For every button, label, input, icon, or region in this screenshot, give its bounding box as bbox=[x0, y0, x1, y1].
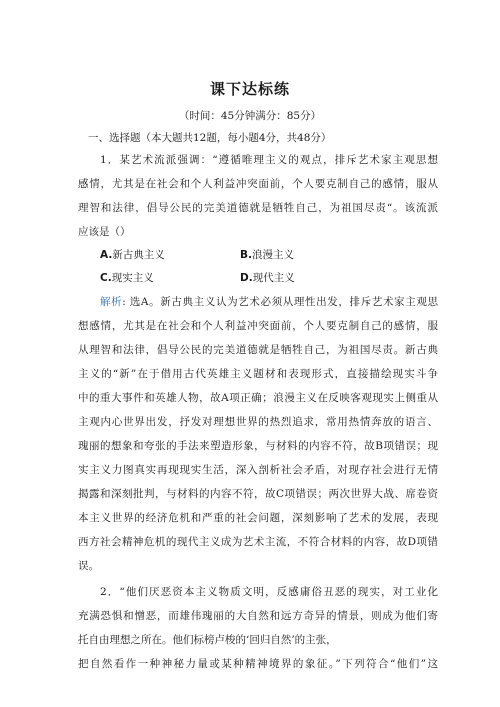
explain-line-4: 主义的“新”在于借用古代英雄主义题材和表现形式，直接描绘现实斗争 bbox=[78, 368, 438, 380]
q1-line-3: 理智和法律，倡导公民的完美道德就是牺牲自己，为祖国尽责“。该流派 bbox=[78, 202, 438, 214]
option-letter: B. bbox=[240, 249, 252, 261]
q2-line-3: 托自由理想之所在。他们标榜卢梭的‘回归自然’的主张， bbox=[78, 634, 337, 646]
q1-line-1: 1．某艺术流派强调：“遵循唯理主义的观点，排斥艺术家主观思想 bbox=[100, 154, 438, 166]
option-c bbox=[100, 270, 154, 285]
explain-line-7: 瑰丽的想象和夸张的手法来塑造形象，与材料的内容不符，故B项错误；现 bbox=[78, 440, 438, 452]
q1-line-4: 应该是（） bbox=[78, 226, 131, 238]
option-text: 新古典主义 bbox=[112, 249, 165, 261]
q2-line-2: 充满恐惧和憎恶，而雄伟瑰丽的大自然和远方奇异的情景，则成为他们寄 bbox=[78, 610, 438, 622]
section-heading: 一、选择题（本大题共12题，每小题4分，共48分） bbox=[88, 132, 332, 144]
option-text: 浪漫主义 bbox=[252, 249, 294, 261]
explain-line-11: 西方社会精神危机的现代主义成为艺术主流，不符合材料的内容，故D项错 bbox=[78, 536, 438, 548]
explain-label: 解析 bbox=[100, 296, 123, 308]
option-letter: C. bbox=[100, 272, 112, 284]
option-d bbox=[240, 270, 295, 285]
explain-line-3: 从理智和法律，倡导公民的完美道德就是牺牲自己，为祖国尽责。新古典 bbox=[78, 344, 438, 356]
option-letter: A. bbox=[100, 249, 113, 261]
option-letter: D. bbox=[240, 272, 253, 284]
explain-line-8: 实主义力图真实再现现实生活，深入剖析社会矛盾，对现存社会进行无情 bbox=[78, 464, 438, 476]
explain-line-6: 主观内心世界出发，抒发对理想世界的热烈追求，常用热情奔放的语言、 bbox=[78, 416, 438, 428]
option-b bbox=[240, 247, 294, 262]
explain-line-2: 想感情，尤其是在社会和个人利益冲突面前，个人要克制自己的感情，服 bbox=[78, 320, 438, 332]
q1-line-2: 感情，尤其是在社会和个人利益冲突面前，个人要克制自己的感情，服从 bbox=[78, 178, 438, 190]
q2-line-1: 2．“他们厌恶资本主义物质文明，反感庸俗丑恶的现实，对工业化 bbox=[100, 586, 438, 598]
page-title: 课下达标练 bbox=[209, 80, 290, 98]
explain-line-9: 揭露和深刻批判，与材料的内容不符，故C项错误；两次世界大战、席卷资 bbox=[78, 488, 438, 500]
exam-meta: （时间：45分钟满分：85分） bbox=[178, 110, 322, 122]
explain-line-1 bbox=[100, 294, 438, 309]
q2-line-4: 把自然看作一种神秘力量或某种精神境界的象征。”下列符合“他们”这 bbox=[78, 658, 438, 670]
explain-line-5: 中的重大事件和英雄人物，故A项正确；浪漫主义在反映客观现实上侧重从 bbox=[78, 392, 438, 404]
option-text: 现实主义 bbox=[111, 272, 154, 284]
option-a bbox=[100, 247, 165, 262]
explain-first-text: : 选A。新古典主义认为艺术必须从理性出发，排斥艺术家主观思 bbox=[122, 296, 438, 308]
option-text: 现代主义 bbox=[252, 272, 295, 284]
explain-line-12: 误。 bbox=[78, 560, 99, 572]
explain-line-10: 本主义世界的经济危机和严重的社会问题，深刻影响了艺术的发展，表现 bbox=[78, 512, 438, 524]
